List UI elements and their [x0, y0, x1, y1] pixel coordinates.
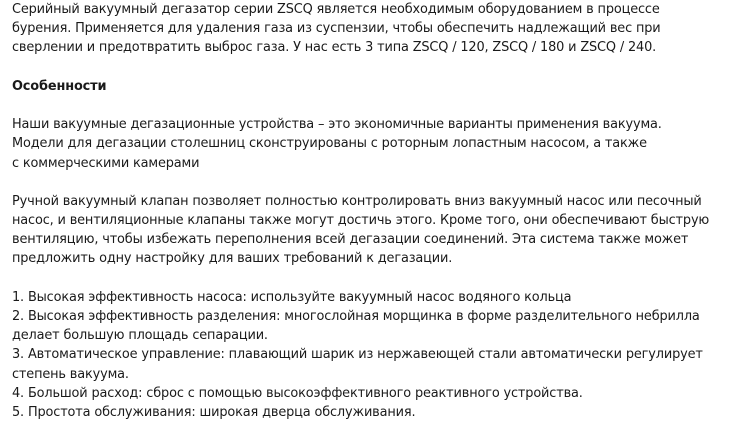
list-item: 1. Высокая эффективность насоса: используйте вакуумный насос водяного кольца	[12, 289, 572, 305]
text-line: сверлении и предотвратить выброс газа. У нас есть 3 типа ZSCQ / 120, ZSCQ / 180 и ZSCQ / 240.	[12, 40, 657, 56]
paragraph-vacuum-devices	[12, 115, 742, 173]
intro-paragraph	[12, 0, 742, 58]
list-item: делает большую площадь сепарации.	[12, 328, 268, 344]
list-item: 2. Высокая эффективность разделения: многослойная морщинка в форме разделительного небрилла	[12, 309, 700, 324]
text-line: бурения. Применяется для удаления газа из суспензии, чтобы обеспечить надлежащий вес при	[12, 21, 661, 37]
text-line: предложить одну настройку для ваших требований к дегазации.	[12, 251, 453, 267]
list-item: 5. Простота обслуживания: широкая дверца обслуживания.	[12, 404, 416, 420]
features-list	[12, 288, 742, 422]
text-line: насос, и вентиляционные клапаны также могут достичь этого. Кроме того, они обеспечивают быструю	[12, 213, 710, 229]
text-line: Ручной вакуумный клапан позволяет полностью контролировать вниз вакуумный насос или песочный	[12, 193, 702, 209]
text-line: с коммерческими камерами	[12, 155, 200, 171]
text-line: Наши вакуумные дегазационные устройства – это экономичные варианты применения вакуума.	[12, 117, 662, 133]
features-heading: Особенности	[12, 78, 107, 94]
list-item: степень вакуума.	[12, 366, 129, 382]
text-line: вентиляцию, чтобы избежать переполнения всей дегазации соединений. Эта система также может	[12, 232, 689, 248]
list-item: 3. Автоматическое управление: плавающий шарик из нержавеющей стали автоматически регулирует	[12, 347, 703, 363]
paragraph-manual-valve	[12, 192, 742, 269]
text-line: Серийный вакуумный дегазатор серии ZSCQ является необходимым оборудованием в процессе	[12, 2, 660, 17]
document-body	[12, 0, 742, 422]
list-item: 4. Большой расход: сброс с помощью высокоэффективного реактивного устройства.	[12, 385, 583, 401]
text-line: Модели для дегазации столешниц сконструированы с роторным лопастным насосом, а также	[12, 136, 647, 152]
